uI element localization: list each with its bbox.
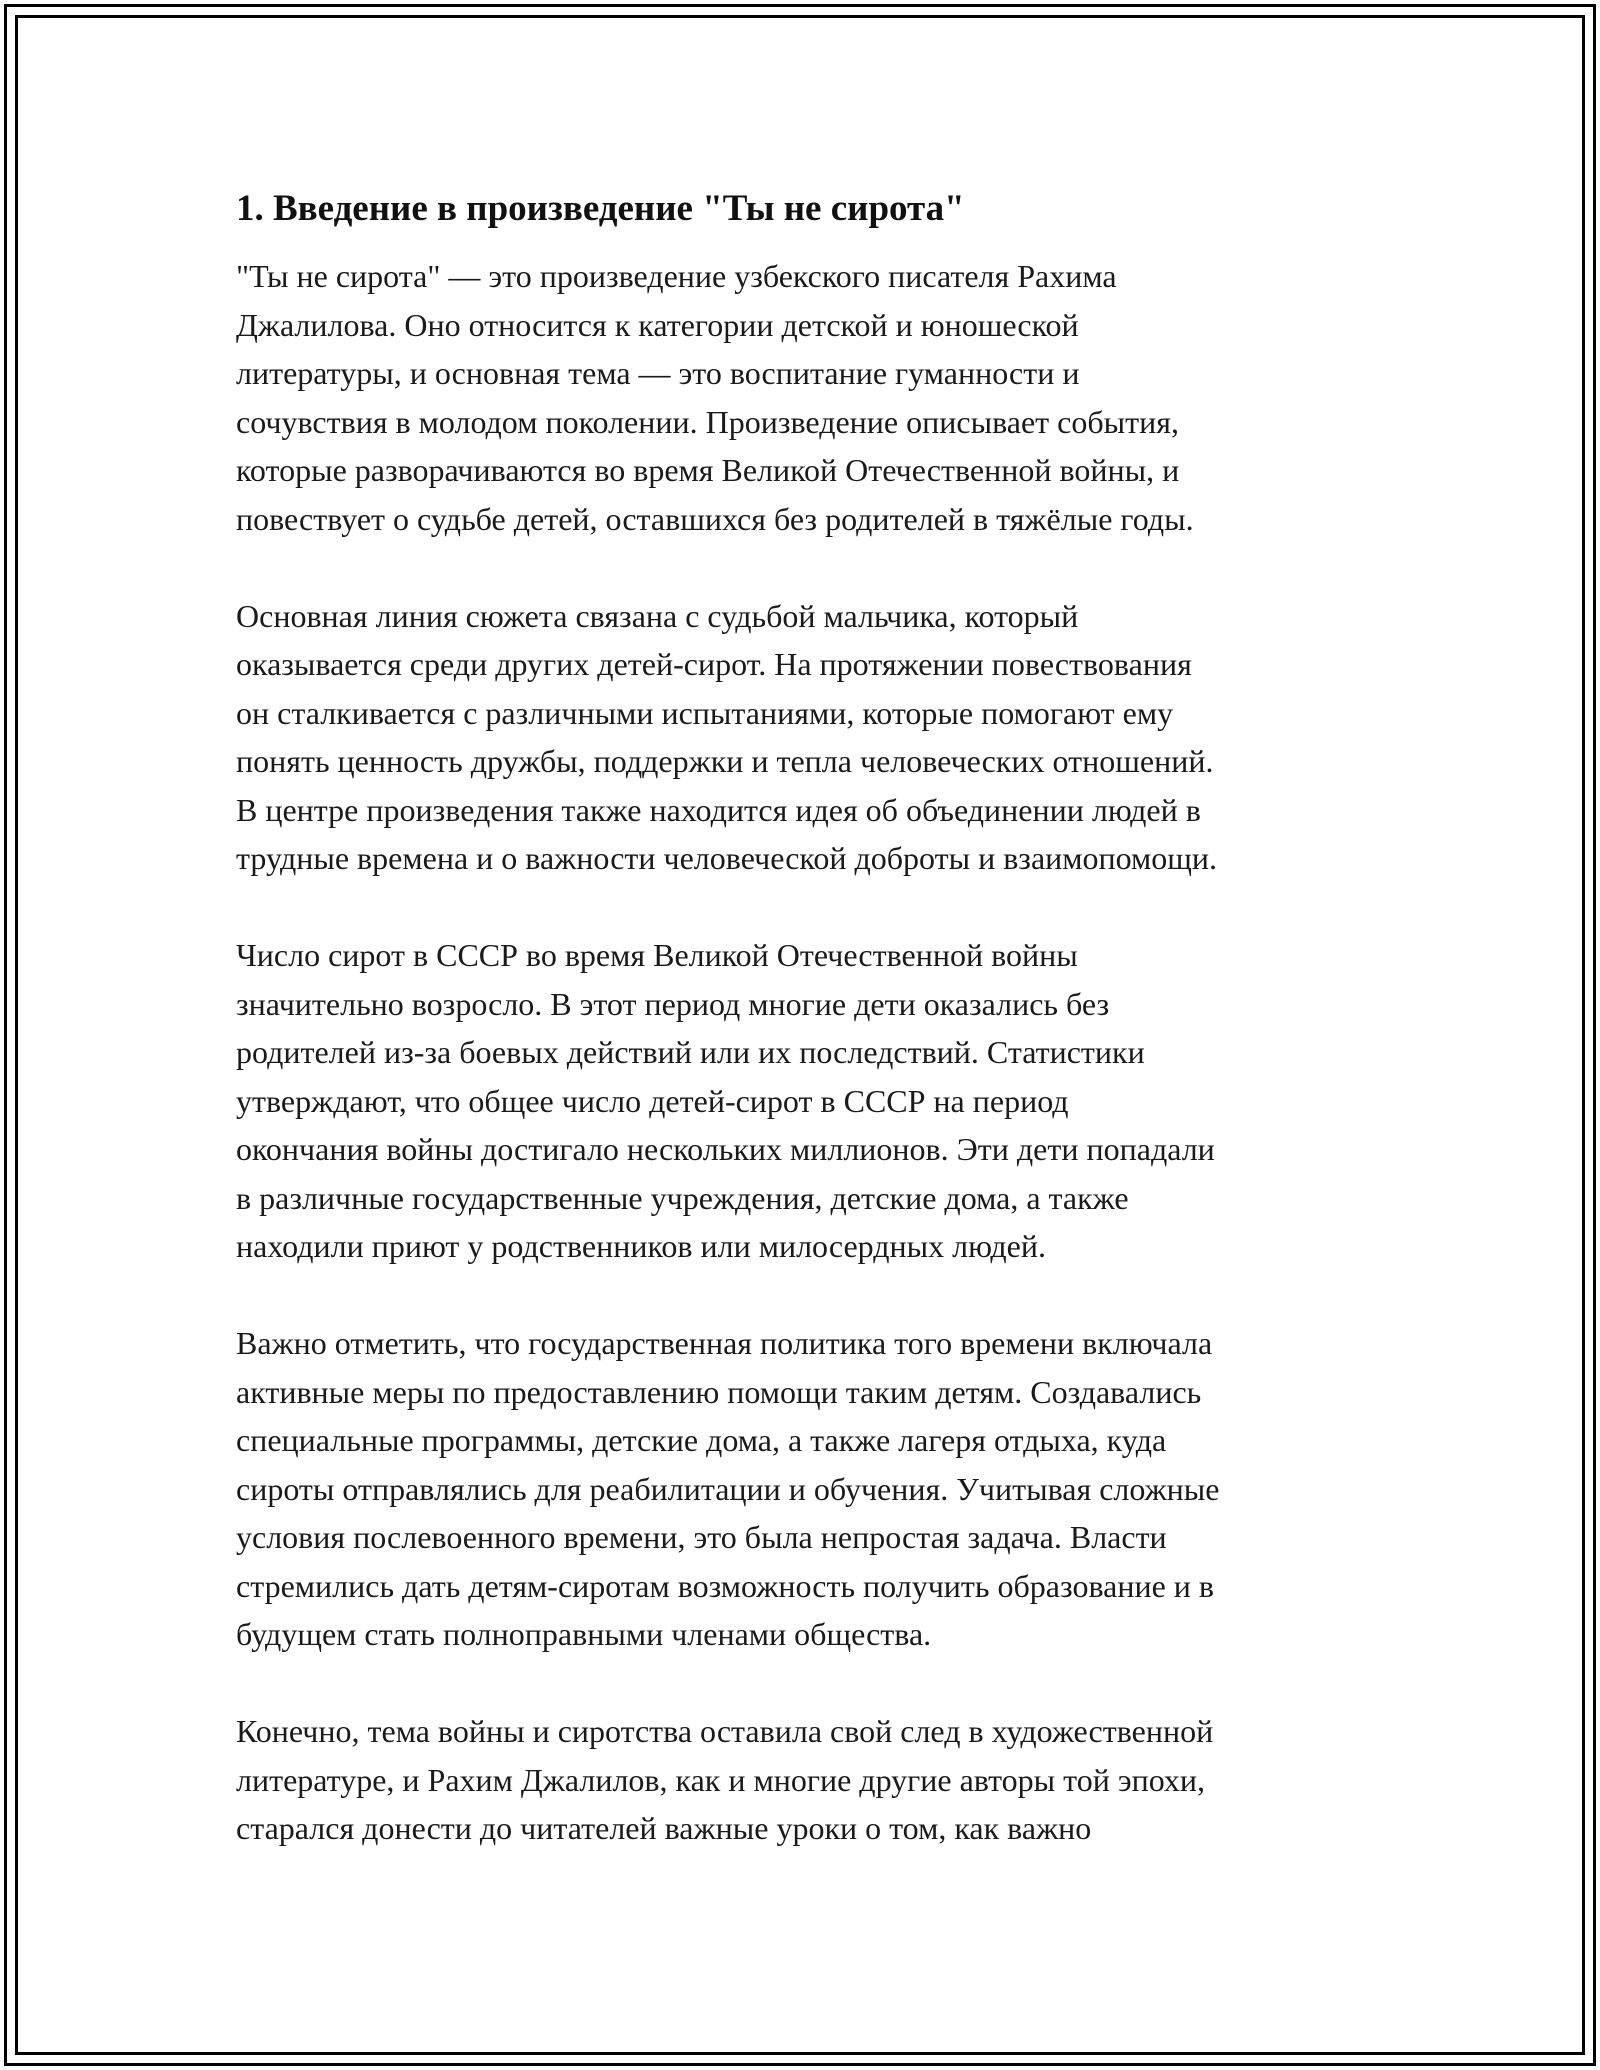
paragraph-intro: "Ты не сирота" — это произведение узбекского писателя Рахима Джалилова. Оно относится к категории детской и юношеской литературы, и основная тема — это воспитание гуманности и сочувствия в молодом поколении. Произведение описывает события, которые разворачиваются во время Великой Отечественной войны, и повествует о судьбе детей, оставшихся без родителей в тяжёлые годы.: [236, 258, 1194, 537]
paragraph-plot: Основная линия сюжета связана с судьбой мальчика, который оказывается среди других детей-сирот. На протяжении повествования он сталкивается с различными испытаниями, которые помогают ему понять ценность дружбы, поддержки и тепла человеческих отношений. В центре произведения также находится идея об объединении людей в трудные времена и о важности человеческой доброты и взаимопомощи.: [236, 597, 1218, 876]
document-body: [236, 186, 1376, 1901]
paragraph-literature: Конечно, тема войны и сиротства оставила свой след в художественной литературе, и Рахим Джалилов, как и многие другие авторы той эпохи, старался донести до читателей важные уроки о том, как важно: [236, 1713, 1214, 1846]
section-heading: 1. Введение в произведение "Ты не сирота": [236, 188, 965, 229]
paragraph-orphan-statistics: Число сирот в СССР во время Великой Отечественной войны значительно возросло. В этот период многие дети оказались без родителей из-за боевых действий или их последствий. Статистики утверждают, что общее число детей-сирот в СССР на период окончания войны достигало нескольких миллионов. Эти дети попадали в различные государственные учреждения, детские дома, а также находили приют у родственников или милосердных людей.: [236, 937, 1215, 1264]
paragraph-state-policy: Важно отметить, что государственная политика того времени включала активные меры по предоставлению помощи таким детям. Создавались специальные программы, детские дома, а также лагеря отдыха, куда сироты отправлялись для реабилитации и обучения. Учитывая сложные условия послевоенного времени, это была непростая задача. Власти стремились дать детям-сиротам возможность получить образование и в будущем стать полноправными членами общества.: [236, 1325, 1220, 1652]
